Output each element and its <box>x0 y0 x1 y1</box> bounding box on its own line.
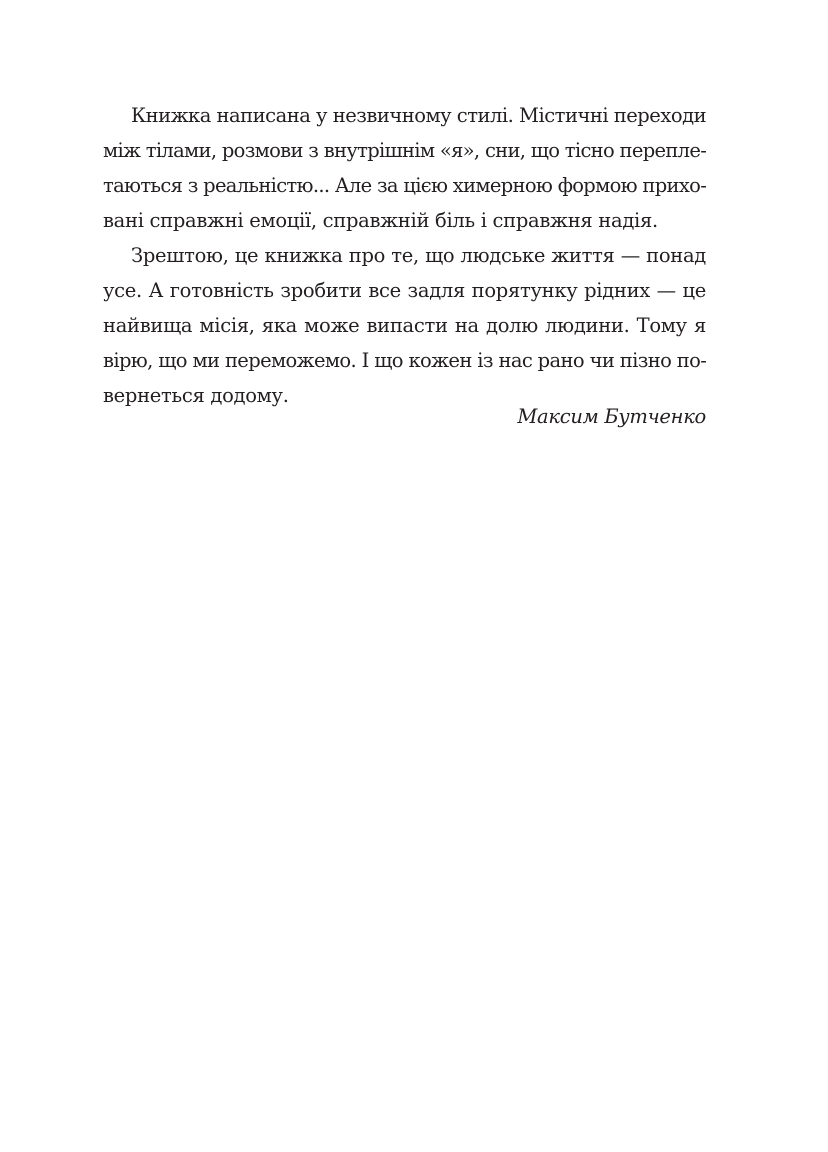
text-line: вернеться додому. <box>103 384 289 407</box>
text-line: усе. А готовність зробити все задля порятунку рідних — це <box>103 279 706 302</box>
text-line: Книжка написана у незвичному стилі. Містичні переходи <box>131 104 707 127</box>
text-line: таються з реальністю... Але за цією химерною формою прихо- <box>103 174 707 197</box>
text-line: найвища місія, яка може випасти на долю людини. Тому я <box>103 314 706 337</box>
body-text <box>103 98 706 413</box>
text-line: вані справжні емоції, справжній біль і справжня надія. <box>103 209 658 232</box>
paragraph-1 <box>103 98 706 238</box>
text-line: вірю, що ми переможемо. І що кожен із нас рано чи пізно по- <box>103 349 707 372</box>
text-line: Зрештою, це книжка про те, що людське життя — понад <box>131 244 706 267</box>
paragraph-2 <box>103 238 706 413</box>
text-line: між тілами, розмови з внутрішнім «я», сни, що тісно перепле- <box>103 139 707 162</box>
author-signature: Максим Бутченко <box>517 405 706 428</box>
